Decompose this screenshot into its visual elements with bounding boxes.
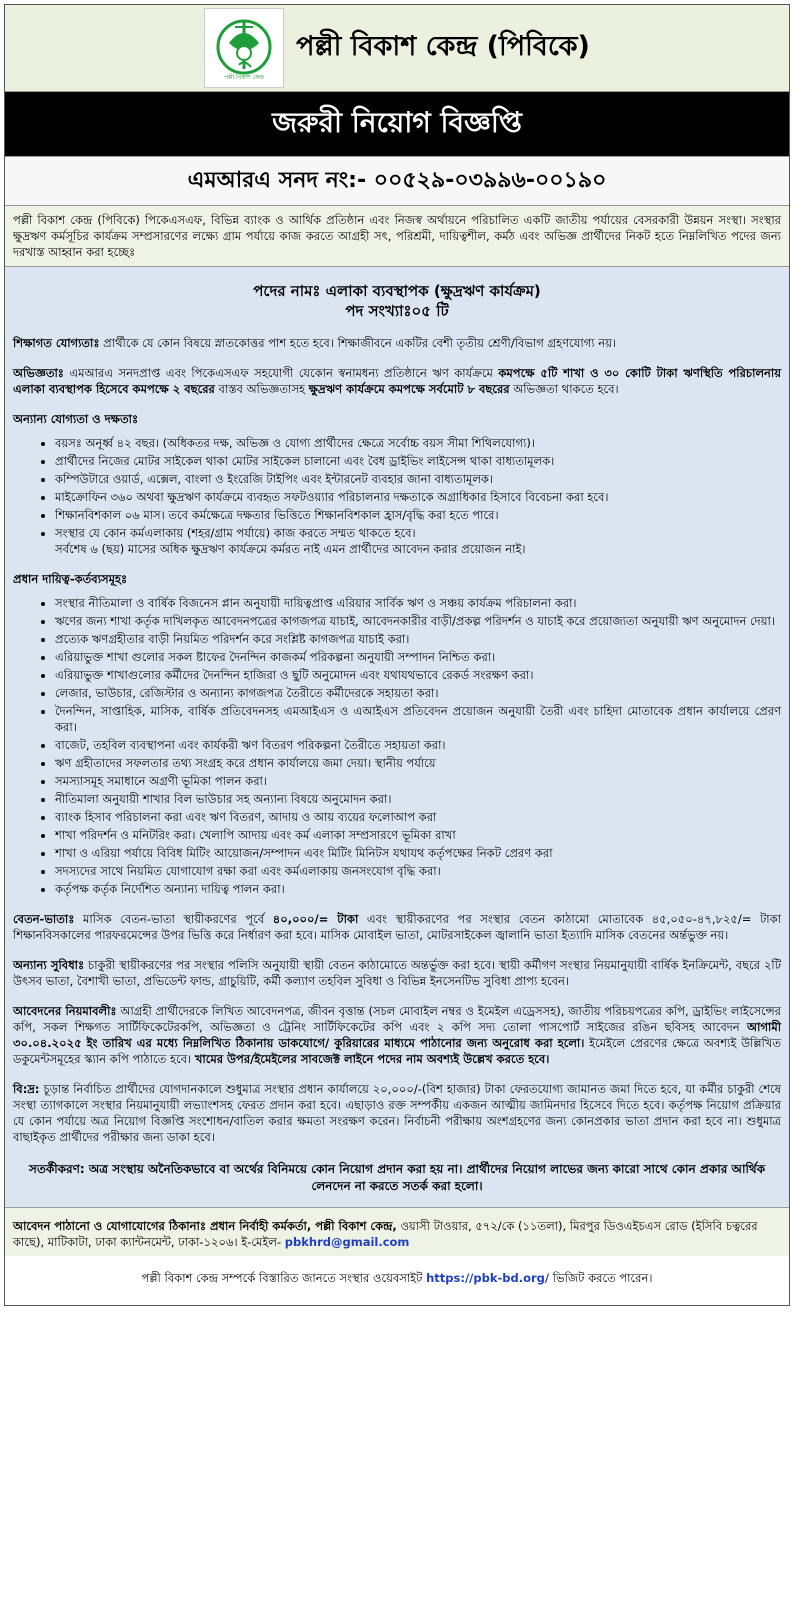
education-label: শিক্ষাগত যোগ্যতাঃ [13, 336, 100, 350]
experience-text-2: বাস্তব অভিজ্ঞতাসহ [214, 382, 309, 396]
rules-deadline: আগামী ৩০.০৪.২০২৫ ইং তারিখ এর মধ্যে নিম্নলিখিত ঠিকানায় ডাকযোগে/ কুরিয়ারের মাধ্যমে পাঠানোর জন্য অনুরোধ করা হলো। [13, 1020, 781, 1050]
list-item: • বাজেট, তহবিল ব্যবস্থাপনা এবং কার্যকরী ঋণ বিতরণ পরিকল্পনা তৈরীতে সহায়তা করা। [55, 737, 781, 753]
list-item: • প্রার্থীদের নিজের মোটর সাইকেল থাকা মোটর সাইকেল চালানো এবং বৈধ ড্রাইভিং লাইসেন্স থাকা বাধ্যতামূলক। [55, 453, 781, 469]
list-item: • ঋণের জন্য শাখা কর্তৃক দাখিলকৃত আবেদনপত্রের কাগজপত্র যাচাই, আবেদনকারীর বাড়ী/প্রকল্প পরিদর্শন ও যাচাই করে প্রয়োজ্যতা অনুযায়ী ঋণ অনুমোদন দেয়া। [55, 613, 781, 629]
intro-paragraph: পল্লী বিকাশ কেন্দ্র (পিবিকে) পিকেএসএফ, বিভিন্ন ব্যাংক ও আর্থিক প্রতিষ্ঠান এবং নিজস্ব অর্থায়নে পরিচালিত একটি জাতীয় পর্যায়ের বেসরকারী উন্নয়ন সংস্থা। সংস্থার ক্ষুদ্রঋণ কর্মসূচির কার্যক্রম সম্প্রসারণের লক্ষ্যে গ্রাম পর্যায়ে কাজ করতে আগ্রহী সৎ, পরিশ্রমী, দায়িত্বশীল, কর্মঠ এবং অভিজ্ঞ প্রার্থীদের নিকট হতে নিম্নলিখিত পদের জন্য দরখাস্ত আহ্বান করা হচ্ছেঃ [5, 206, 789, 267]
salary-amount: ৪০,০০০/= টাকা [272, 912, 359, 926]
other-skills-list [13, 435, 781, 557]
list-item-text: সংস্থার যে কোন কর্মএলাকায় (শহর/গ্রাম পর্যায়ে) কাজ করতে সম্মত থাকতে হবে। [55, 526, 416, 540]
education-text: প্রার্থীকে যে কোন বিষয়ে স্নাতকোত্তর পাশ হতে হবে। শিক্ষাজীবনে একটির বেশী তৃতীয় শ্রেণী/বিভাগ গ্রহণযোগ্য নয়। [99, 336, 616, 350]
list-item: • বয়সঃ অনূর্ধ্ব ৪২ বছর। (অধিকতর দক্ষ, অভিজ্ঞ ও যোগ্য প্রার্থীদের ক্ষেত্রে সর্বোচ্চ বয়স সীমা শিথিলযোগ্য)। [55, 435, 781, 451]
logo-text: পল্লী বিকাশ কেন্দ্র [224, 74, 265, 81]
list-item: • এরিয়াভুক্ত শাখাগুলোর কর্মীদের দৈনন্দিন হাজিরা ও ছুটি অনুমোদন এবং যথাযথভাবে রেকর্ড সংরক্ষণ করা। [55, 667, 781, 683]
list-item: • ঋণ গ্রহীতাদের সফলতার তথ্য সংগ্রহ করে প্রধান কার্যালয়ে জমা দেয়া। স্থানীয় পর্যায়ে [55, 755, 781, 771]
list-item: • নীতিমালা অনুযায়ী শাখার বিল ভাউচার সহ অন্যান্য বিষয়ে অনুমোদন করা। [55, 791, 781, 807]
list-item: • শাখা ও এরিয়া পর্যায়ে বিবিধ মিটিং আয়োজন/সম্পাদন এবং মিটিং মিনিটস যথাযথ কর্তৃপক্ষের নিকট প্রেরণ করা [55, 845, 781, 861]
salary-label: বেতন-ভাতাঃ [13, 912, 75, 926]
rules-label: আবেদনের নিয়মাবলীঃ [13, 1004, 117, 1018]
experience-paragraph [13, 365, 781, 397]
list-item [55, 525, 781, 557]
post-title [13, 281, 781, 321]
list-item: • লেজার, ভাউচার, রেজিস্টার ও অন্যান্য কাগজপত্র তৈরীতে কর্মীদেরকে সহায়তা করা। [55, 685, 781, 701]
note-paragraph [13, 1081, 781, 1145]
footer-text-2: ভিজিট করতে পারেন। [549, 1271, 653, 1285]
salary-text-1: মাসিক বেতন-ভাতা স্থায়ীকরণের পূর্বে [74, 912, 273, 926]
education-paragraph [13, 335, 781, 351]
experience-bold-2: ক্ষুদ্রঋণ কার্যক্রমে কমপক্ষে সর্বমোট ৮ বছরের [308, 382, 510, 396]
list-item: • প্রত্যেক ঋণগ্রহীতার বাড়ী নিয়মিত পরিদর্শন করে সংশ্লিষ্ট কাগজপত্র যাচাই করা। [55, 631, 781, 647]
contact-section [5, 1207, 789, 1256]
website-link[interactable]: https://pbk-bd.org/ [426, 1271, 550, 1285]
benefits-text: চাকুরী স্থায়ীকরণের পর সংস্থার পলিসি অনুযায়ী স্থায়ী বেতন কাঠামোতে অন্তর্ভুক্ত করা হবে। স্থায়ী কর্মীগণ সংস্থার নিয়মানুযায়ী বার্ষিক ইনক্রিমেন্ট, বছরে ২টি উৎসব ভাতা, বৈশাখী ভাতা, প্রভিডেন্ট ফান্ড, গ্রাচুয়িটি, কর্মী কল্যাণ তহবিল সুবিধা ও বিভিন্ন ইনসেনটিভ সুবিধা প্রাপ্য হবেন। [13, 958, 781, 988]
logo-emblem-icon [209, 13, 279, 83]
footer-text-1: পল্লী বিকাশ কেন্দ্র সম্পর্কে বিস্তারিত জানতে সংস্থার ওয়েবসাইট [141, 1271, 427, 1285]
salary-paragraph [13, 911, 781, 943]
experience-text-3: অভিজ্ঞতা থাকতে হবে। [509, 382, 619, 396]
contact-email-link[interactable]: pbkhrd@gmail.com [284, 1235, 410, 1249]
list-item: • ব্যাংক হিসাব পরিচালনা করা এবং ঋণ বিতরণ, আদায় ও আয় ব্যয়ের ফলোআপ করা [55, 809, 781, 825]
contact-label: আবেদন পাঠানো ও যোগাযোগের ঠিকানাঃ প্রধান নির্বাহী কর্মকর্তা, পল্লী বিকাশ কেন্দ্র, [13, 1219, 397, 1233]
duties-list [13, 595, 781, 897]
contact-address: ওয়াসী টাওয়ার, ৫৭২/কে (১১তলা), মিরপুর ডিওএইচএস রোড (ইসিবি চত্বরের কাছে), মাটিকাটা, ঢাকা ক্যান্টনমেন্ট, ঢাকা-১২০৬। ই-মেইল- [13, 1219, 758, 1249]
list-item: • মাইক্রোফিন ৩৬০ অথবা ক্ষুদ্রঋণ কার্যক্রমে ব্যবহৃত সফটওয়্যার পরিচালনার দক্ষতাকে অগ্রাধিকার হিসাবে বিবেচনা করা হবে। [55, 489, 781, 505]
post-count: পদ সংখ্যাঃ০৫ টি [345, 302, 449, 320]
benefits-paragraph [13, 957, 781, 989]
note-label: বি:দ্র: [13, 1082, 40, 1096]
note-text: চূড়ান্ত নির্বাচিত প্রার্থীদের যোগদানকালে শুধুমাত্র সংস্থার প্রধান কার্যালয়ে ২০,০০০/-(বিশ হাজার) টাকা ফেরতযোগ্য জামানত জমা দিতে হবে, যা কর্মীর চাকুরী শেষে সংস্থা ত্যাগকালে সংস্থার নিয়মানুযায়ী লভ্যাংশসহ ফেরত প্রদান করা হবে। এছাড়াও রক্ত সম্পর্কীয় একজন আত্মীয় জামিনদার হিসেবে দিতে হবে। কর্তৃপক্ষ নিয়োগ প্রক্রিয়ার যে কোন পর্যায়ে অত্র নিয়োগ বিজ্ঞপ্তি সংশোধন/বাতিল করার ক্ষমতা সংরক্ষণ করেন। নির্বাচনী পরীক্ষায় অংশগ্রহণের জন্য কোনপ্রকার ভাতা প্রদান করা হবে না। শুধুমাত্র বাছাইকৃত প্রার্থীদের পরীক্ষার জন্য ডাকা হবে। [13, 1082, 781, 1144]
experience-label: অভিজ্ঞতাঃ [13, 366, 64, 380]
list-item: • শিক্ষানবিশকাল ০৬ মাস। তবে কর্মক্ষেত্রে দক্ষতার ভিত্তিতে শিক্ষানবিশকাল হ্রাস/বৃদ্ধি করা হতে পারে। [55, 507, 781, 523]
list-item: • সংস্থার নীতিমালা ও বার্ষিক বিজনেস প্লান অনুযায়ী দায়িত্বপ্রাপ্ত এরিয়ার সার্বিক ঋণ ও সঞ্চয় কার্যক্রম পরিচালনা করা। [55, 595, 781, 611]
main-content [5, 267, 789, 1207]
rules-text-2: ইমেইলে প্রেরণের ক্ষেত্রে অবশ্যই উল্লিখিত ডকুমেন্টসমূহের স্ক্যান কপি পাঠাতে হবে। [13, 1036, 781, 1066]
rules-paragraph [13, 1003, 781, 1067]
list-item: • সদস্যদের সাথে নিয়মিত যোগাযোগ রক্ষা করা এবং কর্মএলাকায় জনসংযোগ বৃদ্ধি করা। [55, 863, 781, 879]
org-logo [204, 8, 284, 88]
footer [5, 1256, 789, 1305]
header [5, 5, 789, 92]
experience-text-1: এমআরএ সনদপ্রাপ্ত এবং পিকেএসএফ সহযোগী যেকোন স্বনামধন্য প্রতিষ্ঠানে ঋণ কার্যক্রমে [63, 366, 499, 380]
rules-subject-note: খামের উপর/ইমেইলের সাবজেক্ট লাইনে পদের নাম অবশ্যই উল্লেখ করতে হবে। [194, 1052, 550, 1066]
post-name: পদের নামঃ এলাকা ব্যবস্থাপক (ক্ষুদ্রঋণ কার্যক্রম) [253, 282, 541, 300]
warning-text: সতর্কীকরণ: অত্র সংস্থায় অনৈতিকভাবে বা অর্থের বিনিময়ে কোন নিয়োগ প্রদান করা হয় না। প্রার্থীদের নিয়োগ লাভের জন্য কারো সাথে কোন প্রকার আর্থিক লেনদেন না করতে সতর্ক করা হলো। [28, 1162, 766, 1193]
list-item: • কর্তৃপক্ষ কর্তৃক নির্দেশিত অন্যান্য দায়িত্ব পালন করা। [55, 881, 781, 897]
benefits-label: অন্যান্য সুবিধাঃ [13, 958, 85, 972]
job-circular [4, 4, 790, 1306]
banner-title: জরুরী নিয়োগ বিজ্ঞপ্তি [5, 92, 789, 156]
list-item: • সমস্যাসমূহ সমাধানে অগ্রণী ভূমিকা পালন করা। [55, 773, 781, 789]
list-item: • দৈনন্দিন, সাপ্তাহিক, মাসিক, বার্ষিক প্রতিবেদনসহ এমআইএস ও এআইএস প্রতিবেদন প্রয়োজন অনুযায়ী তৈরী এবং চাহিদা মোতাবেক প্রধান কার্যালয়ে প্রেরণ করা। [55, 703, 781, 735]
rules-text-1: আগ্রহী প্রার্থীদেরকে লিখিত আবেদনপত্র, জীবন বৃত্তান্ত (সচল মোবাইল নম্বর ও ইমেইল এড্রেসসহ), জাতীয় পরিচয়পত্রের কপি, ড্রাইভিং লাইসেন্সের কপি, সকল শিক্ষগত সার্টিফিকেটেরকপি, অভিজ্ঞতা ও ট্রেনিং সার্টিফিকেটের কপি এবং ২ কপি সদ্য তোলা পাসপোর্ট সাইজের রঙিন ছবিসহ আবেদন [13, 1004, 781, 1034]
other-skills-heading: অন্যান্য যোগ্যতা ও দক্ষতাঃ [13, 412, 139, 426]
duties-heading: প্রধান দায়িত্ব-কর্তব্যসমূহঃ [13, 572, 128, 586]
salary-text-2: এবং স্থায়ীকরণের পর সংস্থার বেতন কাঠামো মোতাবেক ৪৫,০৫০-৪৭,৮২৫/= টাকা শিক্ষানবিসকালের পারফরমেন্সের উপর ভিত্তি করে নির্ধারণ করা হবে। মাসিক মোবাইল ভাতা, মোটরসাইকেল জ্বালানি ভাতা ইত্যাদি মাসিক বেতনের অর্ন্তভুক্ত নয়। [13, 912, 781, 942]
experience-bold-1: কমপক্ষে ৫টি শাখা ও ৩০ কোটি টাকা ঋণস্থিতি পরিচালনায় এলাকা ব্যবস্থাপক হিসেবে কমপক্ষে ২ বছরের [13, 366, 781, 396]
registration-number: এমআরএ সনদ নং:- ০০৫২৯-০৩৯৯৬-০০১৯০ [5, 156, 789, 206]
org-name: পল্লী বিকাশ কেন্দ্র (পিবিকে) [296, 30, 590, 62]
list-item: • শাখা পরিদর্শন ও মনিটরিং করা। খেলাপি আদায় এবং কর্ম এলাকা সম্প্রসারণে ভূমিকা রাখা [55, 827, 781, 843]
other-skills-note: সর্বশেষ ৬ (ছয়) মাসের অধিক ক্ষুদ্রঋণ কার্যক্রমে কর্মরত নাই এমন প্রার্থীদের আবেদন করার প্রয়োজন নাই। [55, 542, 526, 556]
list-item: • কম্পিউটারে ওয়ার্ড, এক্সেল, বাংলা ও ইংরেজি টাইপিং এবং ইন্টারনেট ব্যবহার জানা বাধ্যতামূলক। [55, 471, 781, 487]
list-item: • এরিয়াভুক্ত শাখা গুলোর সকল ষ্টাফের দৈনন্দিন কাজকর্ম পরিকল্পনা অনুযায়ী সম্পাদন নিশ্চিত করা। [55, 649, 781, 665]
